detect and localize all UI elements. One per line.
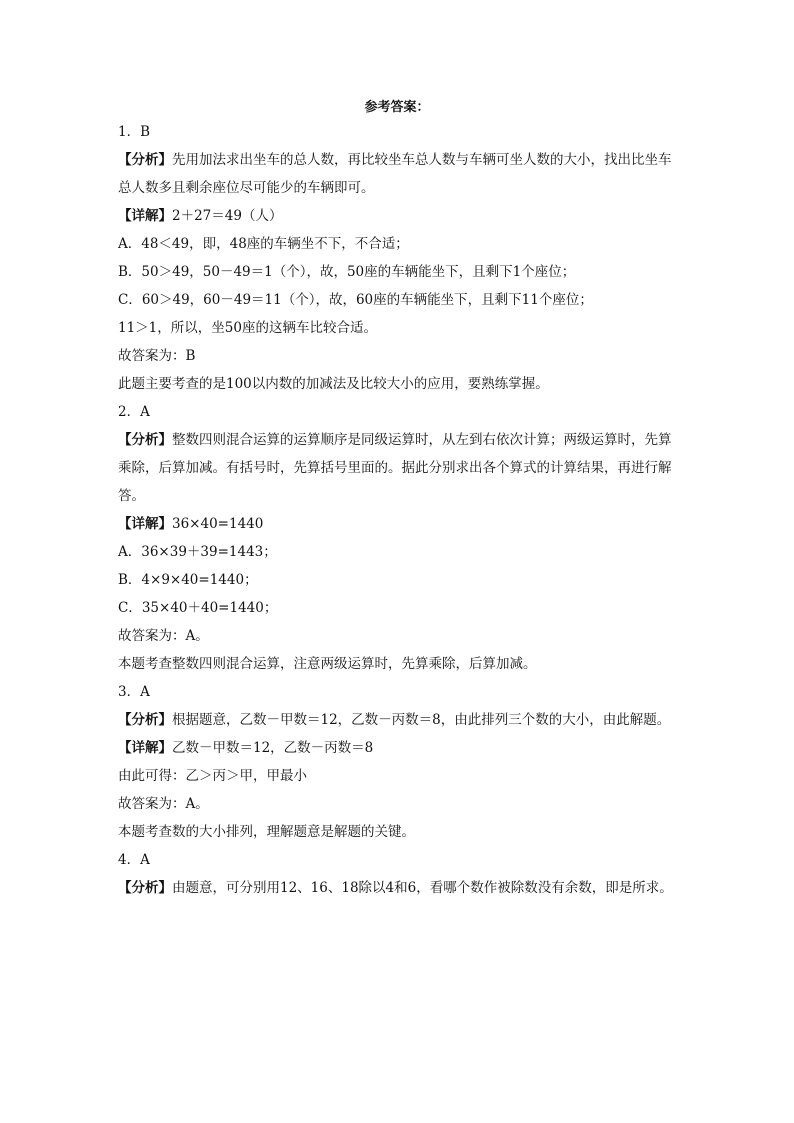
- q3-analysis-tag: 【分析】: [118, 712, 172, 728]
- q1-summary: 此题主要考查的是100以内数的加减法及比较大小的应用，要熟练掌握。: [118, 376, 549, 392]
- q4-analysis: [118, 874, 678, 902]
- answer-content: [118, 118, 678, 902]
- q3-answer: 故答案为：A。: [118, 796, 209, 812]
- q1-option-a: A．48＜49，即，48座的车辆坐不下，不合适；: [118, 236, 409, 252]
- q2-option-b: B．4×9×40=1440；: [118, 572, 258, 588]
- q1-analysis-text: 先用加法求出坐车的总人数，再比较坐车总人数与车辆可坐人数的大小，找出比坐车总人数多且剩余座位尽可能少的车辆即可。: [118, 152, 672, 196]
- q3-summary: 本题考查数的大小排列，理解题意是解题的关键。: [118, 824, 415, 840]
- q2-analysis-text: 整数四则混合运算的运算顺序是同级运算时，从左到右依次计算；两级运算时，先算乘除，后算加减。有括号时，先算括号里面的。据此分别求出各个算式的计算结果，再进行解答。: [118, 432, 672, 504]
- q4-analysis-tag: 【分析】: [118, 880, 172, 896]
- q1-detail-text: 2＋27＝49（人）: [172, 208, 283, 224]
- q2-detail-tag: 【详解】: [118, 516, 172, 532]
- q2-answer: 故答案为：A。: [118, 628, 209, 644]
- page-title: 参考答案：: [364, 100, 430, 115]
- q3-detail: [118, 734, 678, 762]
- q2-analysis-tag: 【分析】: [118, 432, 172, 448]
- q3-detail-tag: 【详解】: [118, 740, 172, 756]
- q1-option-c: C．60＞49，60－49＝11（个），故，60座的车辆能坐下，且剩下11个座位；: [118, 292, 593, 308]
- q2-detail: [118, 510, 678, 538]
- q1-detail: [118, 202, 678, 230]
- q3-derive: 由此可得：乙＞丙＞甲，甲最小: [118, 768, 307, 784]
- q2-option-a: A．36×39＋39=1443；: [118, 544, 277, 560]
- q1-option-b: B．50＞49，50－49＝1（个），故，50座的车辆能坐下，且剩下1个座位；: [118, 264, 576, 280]
- q2-option-c: C．35×40＋40=1440；: [118, 600, 278, 616]
- q2-number: 2．A: [118, 404, 150, 420]
- q4-analysis-text: 由题意，可分别用12、16、18除以4和6，看哪个数作被除数没有余数，即是所求。: [172, 880, 673, 896]
- q1-detail-tag: 【详解】: [118, 208, 172, 224]
- q3-analysis: [118, 706, 678, 734]
- q2-summary: 本题考查整数四则混合运算，注意两级运算时，先算乘除，后算加减。: [118, 656, 537, 672]
- q3-analysis-text: 根据题意，乙数－甲数＝12，乙数－丙数＝8，由此排列三个数的大小，由此解题。: [172, 712, 671, 728]
- q3-number: 3．A: [118, 684, 150, 700]
- q1-analysis-tag: 【分析】: [118, 152, 172, 168]
- q1-analysis: [118, 146, 678, 202]
- q2-analysis: [118, 426, 678, 510]
- q1-compare: 11＞1，所以，坐50座的这辆车比较合适。: [118, 320, 377, 336]
- q2-detail-text: 36×40=1440: [172, 516, 264, 532]
- q4-number: 4．A: [118, 852, 150, 868]
- q1-number: 1．B: [118, 124, 151, 140]
- q1-answer: 故答案为：B: [118, 348, 196, 364]
- q3-detail-text: 乙数－甲数＝12，乙数－丙数＝8: [172, 740, 374, 756]
